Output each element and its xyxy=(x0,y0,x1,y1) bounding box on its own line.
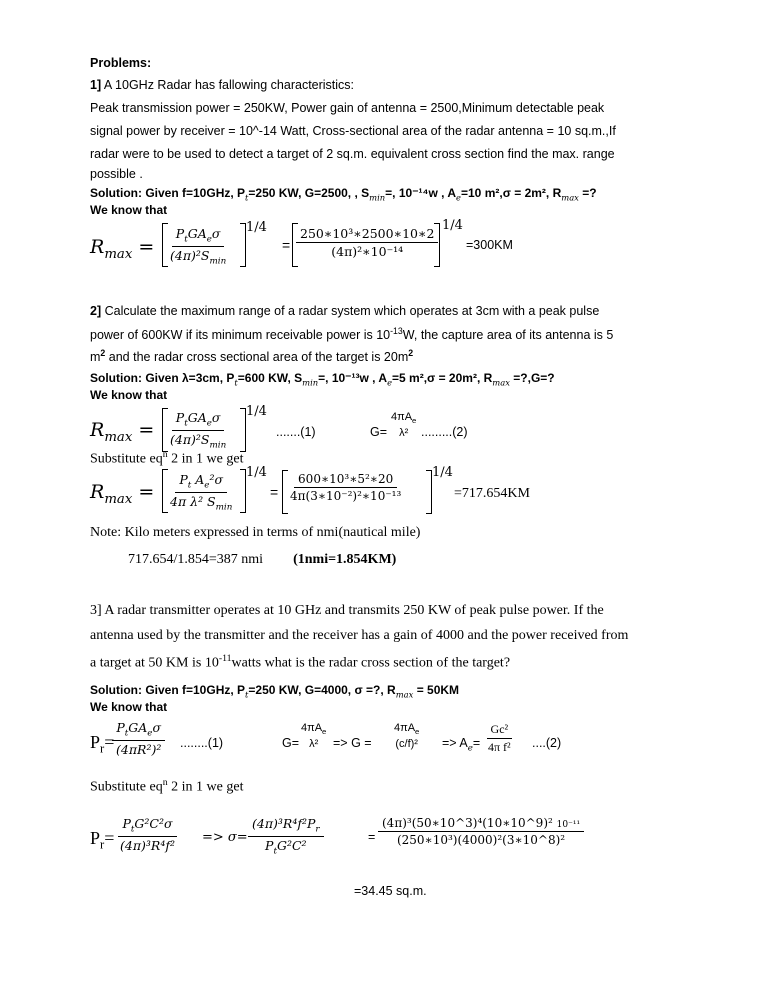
g-num: 4πA xyxy=(391,411,413,423)
den-text: (4π)³R⁴f² xyxy=(120,837,175,853)
line-3-part-a: a target at 50 KM is 10 xyxy=(90,655,219,671)
problem-3-line-2: antenna used by the transmitter and the receiver has a gain of 4000 and the power received from xyxy=(90,628,629,643)
num-p: P xyxy=(175,226,185,241)
numeric-numerator: 250∗10³∗2500∗10∗2 xyxy=(296,226,438,243)
problem-2-line-3: $m^2$ and the radar cross sectional area of the target is $20m^2$ xyxy=(90,348,414,365)
pr-sub: r xyxy=(100,837,105,852)
problem-3-line-3 xyxy=(90,653,510,672)
problem-1-text: A 10GHz Radar has fallowing characteristics: xyxy=(103,78,355,92)
pr-lhs-1: $P_r=$ xyxy=(90,732,115,756)
conversion-value: 717.654/1.854=387 nmi xyxy=(128,552,264,567)
problem-2-solution: Solution: Given λ=3cm, $P_t=600$ KW, $S_{min}=$, 10⁻¹³w , $A_e=5$ m²,σ = 20m², $R_{max}$ =?,G=? xyxy=(90,371,555,388)
we-know-that-1: We know that xyxy=(90,203,168,217)
g-formula-2: $4\pi A_e$ λ² xyxy=(301,722,327,751)
formula-pr-1: $P_tGA_e\sigma$ (4πR²)² xyxy=(112,720,165,757)
we-know-that-3: We know that xyxy=(90,700,168,714)
line-2-sup: -13 xyxy=(390,326,403,336)
line-3-part-a: m xyxy=(90,350,101,365)
formula-rmax-3-values xyxy=(286,472,405,503)
line-3-part-b: and the radar cross sectional area of the target is 20m xyxy=(105,350,409,365)
result-1: =300KM xyxy=(466,238,513,252)
power-quarter-5: 1/4 xyxy=(432,465,453,480)
solution-given-3: =, 10⁻¹³w , A xyxy=(318,371,388,385)
solution-given: Given λ=3cm, P xyxy=(145,371,235,385)
problem-1-number: 1] xyxy=(90,78,102,92)
num-p: P xyxy=(122,816,131,831)
numeric-numerator: (4π)³(50∗10^3)⁴(10∗10^9)² xyxy=(382,816,557,830)
we-know-that-2: We know that xyxy=(90,388,168,402)
line-2-part-b: W, the capture area of its antenna is 5 xyxy=(402,328,614,343)
solution-given: Given f=10GHz, P xyxy=(145,683,246,697)
substitute-sup: n xyxy=(162,777,168,788)
pr-sub: r xyxy=(100,741,105,756)
page-heading: Problems: xyxy=(90,56,152,70)
substitute-rest: 2 in 1 we get xyxy=(167,451,244,467)
solution-given-3: = 50KM xyxy=(413,683,460,697)
equals-sign-2: = xyxy=(270,484,279,500)
eq-tag-4: ....(2) xyxy=(532,736,562,750)
den-text: (4πR²)² xyxy=(116,741,162,757)
problem-2-line-2 xyxy=(90,326,613,342)
solution-given-4: =10 m²,σ = 2m², R xyxy=(461,186,562,200)
line-3-part-b: watts what is the radar cross section of the target? xyxy=(231,655,511,671)
result-2: =717.654KM xyxy=(454,486,530,501)
den-text: (4π)²S xyxy=(170,431,210,447)
formula-sigma: $(4\pi)^3R^4f^2P_r$ $P_tG^2C^2$ xyxy=(248,816,324,856)
problem-3-solution: Solution: Given f=10GHz, $P_t=250$ KW, G=4000, σ =?, $R_{max} = 50KM$ xyxy=(90,683,460,700)
power-quarter-2: 1/4 xyxy=(442,218,463,233)
rmax-lhs-3: $R_{max}$ = xyxy=(90,481,155,507)
den-text: (4π)²S xyxy=(170,247,210,263)
substitute-text: Substitute eq xyxy=(90,779,163,795)
g-den: λ² xyxy=(399,427,409,440)
problem-1-line-1 xyxy=(90,78,354,92)
problem-2-text: Calculate the maximum range of a radar system which operates at 3cm with a peak pulse xyxy=(104,304,600,318)
problem-1-line-3: signal power by receiver = 10^-14 Watt, Cross-sectional area of the radar antenna = 10 sq.m.,If xyxy=(90,124,616,138)
formula-pr-2: $P_tG^2C^2\sigma$ (4π)³R⁴f² xyxy=(116,816,179,853)
formula-rmax-1: $P_tGA_e\sigma$ $(4\pi)^2S_{min}$ xyxy=(170,226,227,266)
formula-sigma-values xyxy=(378,816,584,847)
g2-num: 4πA xyxy=(394,722,416,734)
ae-arrow: => A xyxy=(442,736,468,750)
solution-label: Solution: xyxy=(90,186,142,200)
solution-given-2: =250 KW, G=4000, σ =?, R xyxy=(248,683,396,697)
problem-1-line-2: Peak transmission power = 250KW, Power gain of antenna = 2500,Minimum detectable peak xyxy=(90,101,605,115)
solution-given: Given f=10GHz, P xyxy=(145,186,246,200)
solution-given-3: =, 10⁻¹⁴w , A xyxy=(385,186,457,200)
rmax-symbol: R xyxy=(90,419,105,441)
equals-sign: = xyxy=(282,237,291,253)
right-bracket-2 xyxy=(434,223,440,267)
g-eq-label-2: G= xyxy=(282,736,300,750)
numeric-denominator: (250∗10³)(4000)²(3∗10^8)² xyxy=(396,833,566,847)
eq-tag-2: .........(2) xyxy=(421,425,468,439)
den-text: 4π λ² S xyxy=(170,493,216,509)
power-quarter-4: 1/4 xyxy=(246,465,267,480)
rmax-symbol: R xyxy=(90,481,105,503)
num-rest: GA xyxy=(187,226,207,241)
num-p: P xyxy=(116,720,125,735)
solution-label: Solution: xyxy=(90,683,142,697)
sigma-num: (4π)³R⁴f²P xyxy=(252,816,316,831)
problem-1-line-4: radar were to be used to detect a target of 2 sq.m. equivalent cross section find the max. range xyxy=(90,147,615,161)
pr-lhs-2: $P_r=$ xyxy=(90,828,115,852)
substitute-text: Substitute eq xyxy=(90,451,163,467)
conversion-text xyxy=(128,552,396,568)
line-2-part-a: power of 600KW if its minimum receivable power is 10 xyxy=(90,328,391,343)
solution-given-4: =5 m²,σ = 20m², R xyxy=(392,371,493,385)
problem-2-number: 2] xyxy=(90,304,102,318)
solution-label: Solution: xyxy=(90,371,142,385)
substitute-sup: n xyxy=(162,449,168,460)
rmax-sub: max xyxy=(104,491,133,507)
rmax-sub: max xyxy=(104,429,133,445)
g-num: 4πA xyxy=(301,722,323,734)
solution-given-2: =250 KW, G=2500, , S xyxy=(248,186,370,200)
sigma-den: P xyxy=(265,837,274,853)
rmax-sub: max xyxy=(104,246,133,262)
g2-den: (c/f)² xyxy=(395,738,418,751)
numeric-numerator: 600∗10³∗5²∗20 xyxy=(294,472,397,488)
rmax-lhs-2: $R_{max}$ = xyxy=(90,419,155,445)
g-formula: $4\pi A_e$ λ² xyxy=(391,411,417,440)
substitute-rest: 2 in 1 we get xyxy=(167,779,244,795)
num-p: P xyxy=(179,472,188,487)
power-quarter-1: 1/4 xyxy=(246,220,267,235)
numeric-denominator: 4π(3∗10⁻²)²∗10⁻¹³ xyxy=(290,489,402,503)
pr-symbol: P xyxy=(90,828,101,848)
g-den: λ² xyxy=(309,738,319,751)
eq-tag-3: ........(1) xyxy=(180,736,224,750)
formula-rmax-1-values xyxy=(296,226,438,259)
rmax-symbol: R xyxy=(90,236,105,258)
eq-tag-1: .......(1) xyxy=(276,425,316,439)
line-3-sup: -11 xyxy=(218,653,232,664)
ae-formula xyxy=(484,722,515,755)
formula-rmax-2: $P_tGA_e\sigma$ $(4\pi)^2S_{min}$ xyxy=(170,410,227,450)
substitute-2 xyxy=(90,777,243,796)
num-rest: GA xyxy=(187,410,207,425)
result-3: =34.45 sq.m. xyxy=(354,884,427,898)
sigma-arrow: => σ= xyxy=(202,830,248,845)
problem-1-line-5: possible . xyxy=(90,167,143,181)
g-formula-3: $4\pi A_e$ (c/f)² xyxy=(390,722,423,750)
problem-1-solution: Solution: Given f=10GHz, $P_t=250$ KW, G=2500, , $S_{min}=$, 10⁻¹⁴w , $A_e=10$ m²,σ = 2m², $R_{max}$ =? xyxy=(90,186,597,203)
formula-rmax-3: $P_t$ $A_e^2\sigma$ 4π λ² $S_{min}$ xyxy=(170,472,233,512)
problem-2-line-1 xyxy=(90,304,599,318)
power-quarter-3: 1/4 xyxy=(246,404,267,419)
ae-den: 4π f² xyxy=(488,740,511,754)
note-text: Note: Kilo meters expressed in terms of nmi(nautical mile) xyxy=(90,525,421,540)
g-mid: => G = xyxy=(333,736,372,750)
solution-given-2: =600 KW, S xyxy=(237,371,303,385)
problem-3-line-1: 3] A radar transmitter operates at 10 GHz and transmits 250 KW of peak pulse power. If the xyxy=(90,603,604,618)
solution-given-5: =?,G=? xyxy=(509,371,555,385)
equals-sign-3: = xyxy=(368,830,376,844)
ae-lhs: => $A_e=$ xyxy=(442,736,481,754)
rmax-lhs-1: $R_{max}$ = xyxy=(90,236,155,262)
numeric-numerator-exp: 10⁻¹¹ xyxy=(556,820,581,830)
conversion-factor: (1nmi=1.854KM) xyxy=(293,552,397,567)
solution-given-5: =? xyxy=(578,186,597,200)
substitute-1 xyxy=(90,449,243,468)
g-eq-label: G= xyxy=(370,425,388,439)
numeric-denominator: (4π)²∗10⁻¹⁴ xyxy=(331,244,404,259)
ae-num: Gc² xyxy=(487,722,513,739)
ae-equals: = xyxy=(472,736,481,750)
num-p: P xyxy=(175,410,185,425)
pr-symbol: P xyxy=(90,732,101,752)
